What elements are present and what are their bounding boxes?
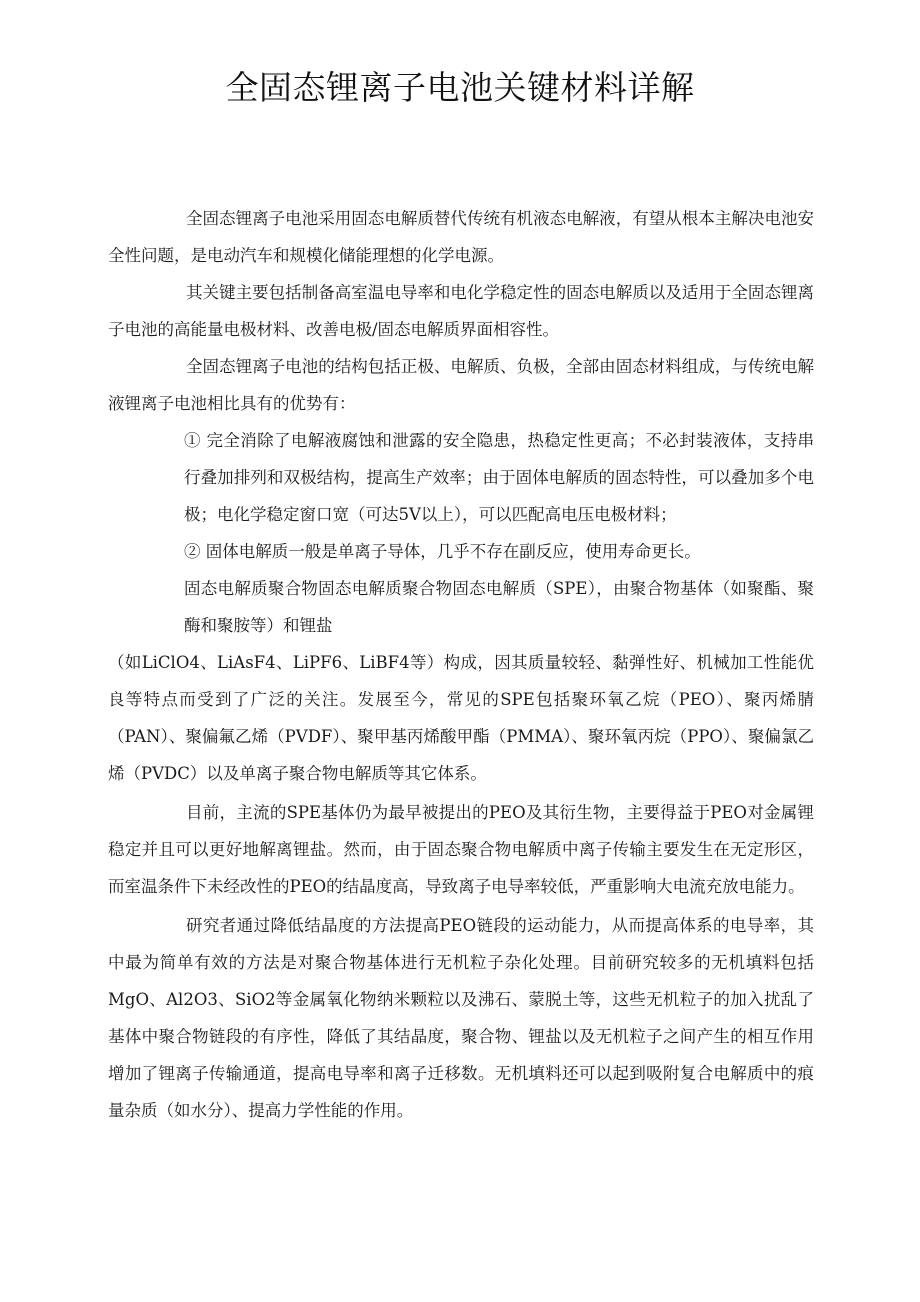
paragraph-key-materials: 其关键主要包括制备高室温电导率和电化学稳定性的固态电解质以及适用于全固态锂离子电池的高能量电极材料、改善电极/固态电解质界面相容性。 xyxy=(108,283,814,339)
paragraph-spe-intro: 固态电解质聚合物固态电解质聚合物固态电解质（SPE），由聚合物基体（如聚酯、聚酶和聚胺等）和锂盐 xyxy=(184,579,814,635)
paragraph-spe-details: （如LiClO4、LiAsF4、LiPF6、LiBF4等）构成，因其质量较轻、黏弹性好、机械加工性能优良等特点而受到了广泛的关注。发展至今，常见的SPE包括聚环氧乙烷（PEO）、聚丙烯腈（PAN）、聚偏氟乙烯（PVDF）、聚甲基丙烯酸甲酯（PMMA）、聚环氧丙烷（PPO）、聚偏氯乙烯（PVDC）以及单离子聚合物电解质等其它体系。 xyxy=(108,653,814,783)
page-title: 全固态锂离子电池关键材料详解 xyxy=(225,68,695,107)
paragraph-intro: 全固态锂离子电池采用固态电解质替代传统有机液态电解液，有望从根本主解决电池安全性问题，是电动汽车和规模化储能理想的化学电源。 xyxy=(108,209,814,265)
list-item-advantage-2: ② 固体电解质一般是单离子导体，几乎不存在副反应，使用寿命更长。 xyxy=(184,542,701,561)
paragraph-peo-mainstream: 目前，主流的SPE基体仍为最早被提出的PEO及其衍生物，主要得益于PEO对金属锂稳定并且可以更好地解离锂盐。然而，由于固态聚合物电解质中离子传输主要发生在无定形区，而室温条件下未经改性的PEO的结晶度高，导致离子电导率较低，严重影响大电流充放电能力。 xyxy=(108,803,814,896)
paragraph-structure: 全固态锂离子电池的结构包括正极、电解质、负极，全部由固态材料组成，与传统电解液锂离子电池相比具有的优势有： xyxy=(108,357,814,413)
document-body xyxy=(108,200,814,1129)
list-item-advantage-1: ① 完全消除了电解液腐蚀和泄露的安全隐患，热稳定性更高；不必封装液体，支持串行叠加排列和双极结构，提高生产效率；由于固体电解质的固态特性，可以叠加多个电极；电化学稳定窗口宽（可达5V以上），可以匹配高电压电极材料； xyxy=(184,431,814,524)
paragraph-inorganic-filler: 研究者通过降低结晶度的方法提高PEO链段的运动能力，从而提高体系的电导率，其中最为简单有效的方法是对聚合物基体进行无机粒子杂化处理。目前研究较多的无机填料包括MgO、Al2O3、SiO2等金属氧化物纳米颗粒以及沸石、蒙脱土等，这些无机粒子的加入扰乱了基体中聚合物链段的有序性，降低了其结晶度，聚合物、锂盐以及无机粒子之间产生的相互作用增加了锂离子传输通道，提高电导率和离子迁移数。无机填料还可以起到吸附复合电解质中的痕量杂质（如水分）、提高力学性能的作用。 xyxy=(108,916,814,1120)
